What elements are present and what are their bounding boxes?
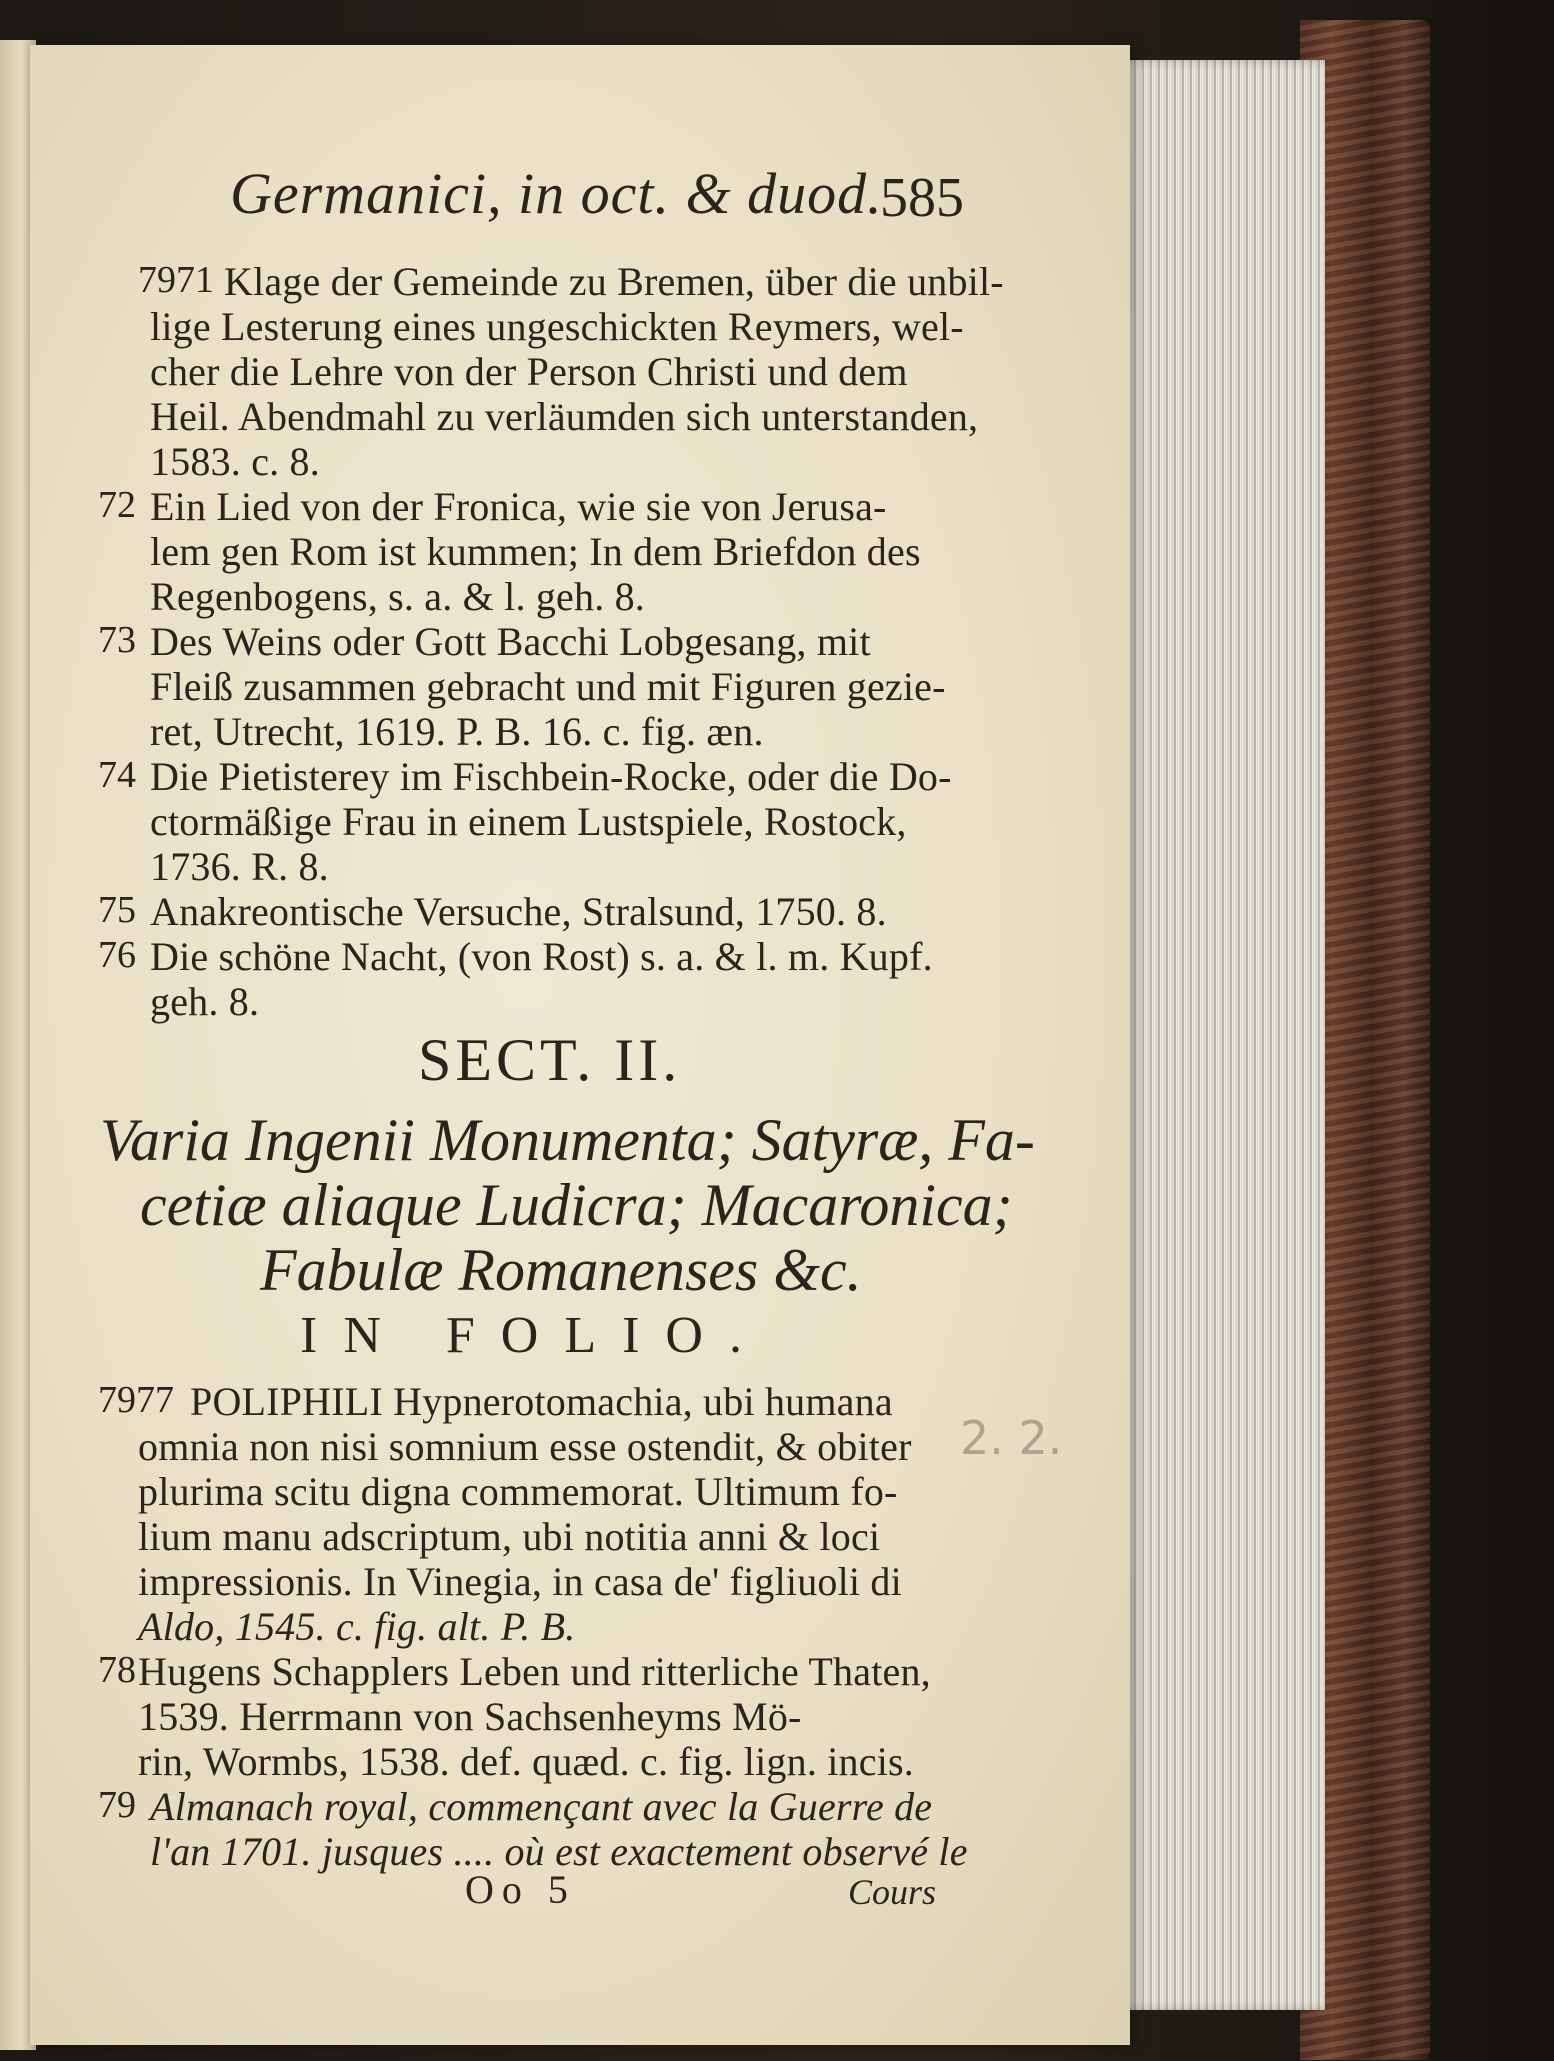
entry-line: 7971 Klage der Gemeinde zu Bremen, über die unbil- — [138, 259, 1004, 304]
entry-line: 1736. R. 8. — [150, 844, 329, 889]
entry-line: 78 Hugens Schapplers Leben und ritterliche Thaten, — [98, 1649, 931, 1694]
catchword: Cours — [848, 1872, 937, 1912]
entry-line: geh. 8. — [150, 979, 260, 1024]
entry-line: 73 Des Weins oder Gott Bacchi Lobgesang, mit — [98, 619, 871, 664]
entry-line: lige Lesterung eines ungeschickten Reymers, wel- — [150, 304, 964, 349]
entry-line: Aldo, 1545. c. fig. alt. P. B. — [138, 1604, 576, 1649]
entry-line: 76 Die schöne Nacht, (von Rost) s. a. & l. m. Kupf. — [98, 934, 933, 979]
entry-line: l'an 1701. jusques .... où est exactement observé le — [150, 1829, 968, 1874]
running-head: Germanici, in oct. & duod. — [230, 161, 883, 226]
page-number: 585 — [880, 167, 964, 229]
entry-line: 1539. Herrmann von Sachsenheyms Mö- — [138, 1694, 802, 1739]
entry-line: 79 Almanach royal, commençant avec la Guerre de — [98, 1784, 933, 1829]
entry-line: Heil. Abendmahl zu verläumden sich unterstanden, — [150, 394, 979, 439]
entry-line: ctormäßige Frau in einem Lustspiele, Rostock, — [150, 799, 907, 844]
entry-line: plurima scitu digna commemorat. Ultimum fo- — [138, 1469, 898, 1514]
entry-line: omnia non nisi somnium esse ostendit, & obiter — [138, 1424, 912, 1469]
entry-line: 75 Anakreontische Versuche, Stralsund, 1750. 8. — [98, 889, 887, 934]
entry-line: Fleiß zusammen gebracht und mit Figuren gezie- — [150, 664, 946, 709]
handwritten-margin-note: 2. 2. — [960, 1411, 1063, 1465]
entry-line: rin, Wormbs, 1538. def. quæd. c. fig. lign. incis. — [138, 1739, 914, 1784]
entry-line: lem gen Rom ist kummen; In dem Briefdon des — [150, 529, 921, 574]
entry-line: 1583. c. 8. — [150, 439, 320, 484]
entry-line: ret, Utrecht, 1619. P. B. 16. c. fig. æn. — [150, 709, 764, 754]
section-heading: SECT. II. — [418, 1027, 682, 1093]
entry-line: 7977 POLIPHILI Hypnerotomachia, ubi humana — [98, 1379, 893, 1424]
entry-line: cher die Lehre von der Person Christi und dem — [150, 349, 908, 394]
section-title-line: cetiæ aliaque Ludicra; Macaronica; — [140, 1172, 1013, 1238]
entry-line: Regenbogens, s. a. & l. geh. 8. — [150, 574, 646, 619]
signature-mark: Oo 5 — [465, 1867, 576, 1912]
format-subheading: IN FOLIO. — [300, 1307, 768, 1364]
entry-line: 74 Die Pietisterey im Fischbein-Rocke, oder die Do- — [98, 754, 952, 799]
entry-line: impressionis. In Vinegia, in casa de' figliuoli di — [138, 1559, 902, 1604]
section-title-line: Varia Ingenii Monumenta; Satyræ, Fa- — [100, 1107, 1035, 1173]
page-edges — [1115, 60, 1325, 2010]
entry-line: lium manu adscriptum, ubi notitia anni & loci — [138, 1514, 881, 1559]
section-title-line: Fabulæ Romanenses &c. — [260, 1237, 862, 1303]
entry-line: 72 Ein Lied von der Fronica, wie sie von Jerusa- — [98, 484, 887, 529]
